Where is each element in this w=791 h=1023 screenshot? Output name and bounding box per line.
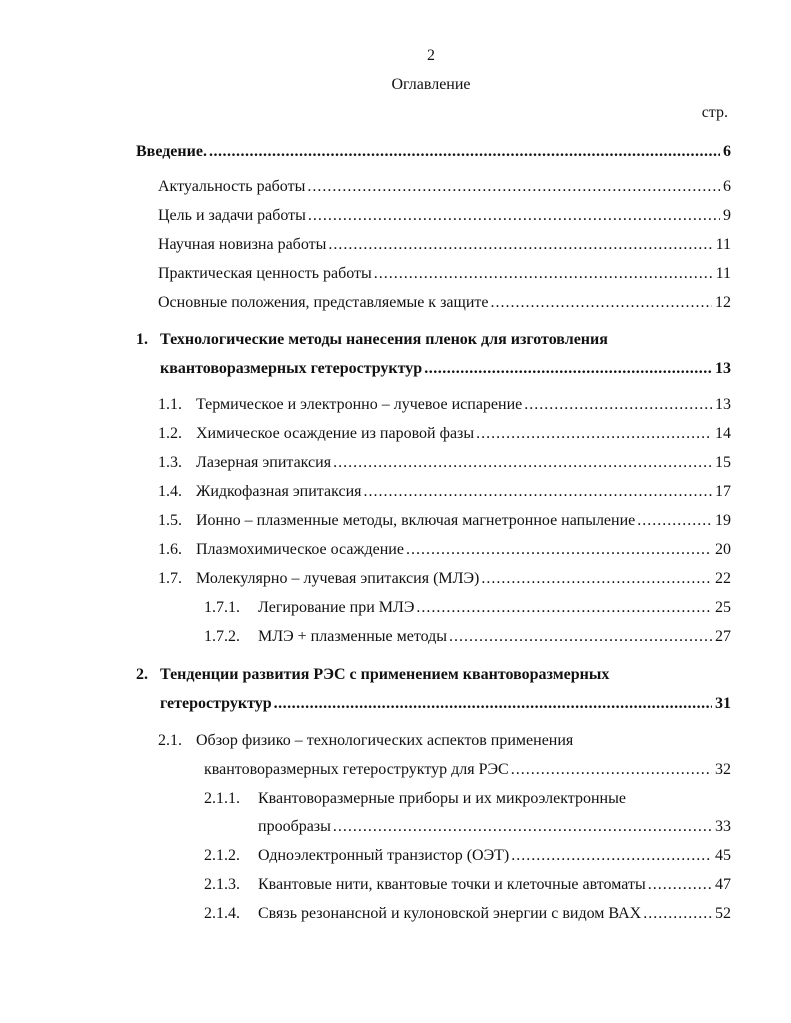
toc-entry xyxy=(204,904,731,924)
dot-leader xyxy=(364,482,713,502)
dot-leader xyxy=(648,875,712,895)
dot-leader xyxy=(637,511,712,531)
toc-entry-title: Цель и задачи работы xyxy=(158,207,306,224)
dot-leader xyxy=(333,817,712,837)
toc-entry-number: 2.1.1. xyxy=(204,790,240,807)
dot-leader xyxy=(209,142,720,162)
toc-entry xyxy=(204,875,731,895)
dot-leader xyxy=(406,540,712,560)
toc-entry-number: 2.1. xyxy=(158,732,182,749)
toc-entry xyxy=(158,540,731,560)
dot-leader xyxy=(333,453,712,473)
toc-entry-title: Химическое осаждение из паровой фазы xyxy=(196,425,475,442)
toc-entry-title: Молекулярно – лучевая эпитаксия (МЛЭ) xyxy=(196,570,480,587)
toc-entry-title: Актуальность работы xyxy=(158,178,306,195)
toc-entry-page: 22 xyxy=(715,570,731,587)
toc-entry-page: 45 xyxy=(715,847,731,864)
toc-entry-title: Обзор физико – технологических аспектов применения xyxy=(196,732,574,749)
toc-entry-title: гетероструктур xyxy=(160,695,272,712)
toc-entry-page: 11 xyxy=(715,265,731,282)
toc-entry xyxy=(136,142,731,162)
toc-entry-page: 12 xyxy=(715,294,731,311)
toc-entry xyxy=(158,731,573,751)
toc-entry-title: Связь резонансной и кулоновской энергии с видом ВАХ xyxy=(258,905,642,922)
toc-entry xyxy=(158,453,731,473)
dot-leader xyxy=(524,395,712,415)
toc-entry-page: 27 xyxy=(715,628,731,645)
toc-entry-number: 1.2. xyxy=(158,425,182,442)
toc-entry xyxy=(204,598,731,618)
toc-entry-page: 32 xyxy=(715,761,731,778)
toc-entry-title: квантоворазмерных гетероструктур xyxy=(160,360,423,377)
dot-leader xyxy=(274,694,712,714)
toc-entry-page: 52 xyxy=(715,905,731,922)
page-title: Оглавление xyxy=(391,76,471,93)
toc-entry xyxy=(158,264,731,284)
toc-entry xyxy=(158,395,731,415)
toc-entry-title: Введение. xyxy=(136,143,207,160)
dot-leader xyxy=(374,264,713,284)
toc-entry-page: 17 xyxy=(715,483,731,500)
dot-leader xyxy=(307,177,720,197)
toc-entry-title: Практическая ценность работы xyxy=(158,265,372,282)
toc-entry-number: 1.3. xyxy=(158,454,182,471)
toc-entry-number: 1.7.2. xyxy=(204,628,240,645)
toc-entry-page: 33 xyxy=(715,818,731,835)
toc-entry-number: 1.5. xyxy=(158,512,182,529)
toc-entry xyxy=(158,177,731,197)
toc-entry xyxy=(160,359,731,379)
toc-entry xyxy=(204,846,731,866)
toc-entry-title: Термическое и электронно – лучевое испарение xyxy=(196,396,523,413)
dot-leader xyxy=(416,598,712,618)
toc-entry-page: 13 xyxy=(715,396,731,413)
toc-entry xyxy=(204,627,731,647)
toc-entry xyxy=(158,235,731,255)
toc-entry-page: 6 xyxy=(723,143,731,160)
toc-entry-number: 2.1.4. xyxy=(204,905,240,922)
toc-entry-page: 25 xyxy=(715,599,731,616)
toc-entry-title: Основные положения, представляемые к защите xyxy=(158,294,489,311)
toc-entry-page: 31 xyxy=(715,695,731,712)
toc-entry xyxy=(158,206,731,226)
toc-entry xyxy=(204,760,731,780)
toc-entry-page: 47 xyxy=(715,876,731,893)
dot-leader xyxy=(424,359,712,379)
toc-entry-title: Плазмохимическое осаждение xyxy=(196,541,404,558)
toc-entry-title: Тенденции развития РЭС с применением квантоворазмерных xyxy=(160,666,610,683)
toc-entry xyxy=(136,665,609,685)
toc-entry xyxy=(158,511,731,531)
toc-entry-number: 1. xyxy=(136,331,148,348)
toc-entry-title: квантоворазмерных гетероструктур для РЭС xyxy=(204,761,509,778)
dot-leader xyxy=(511,760,712,780)
toc-entry xyxy=(136,330,608,350)
toc-entry-title: Жидкофазная эпитаксия xyxy=(196,483,362,500)
toc-entry-title: Квантовые нити, квантовые точки и клеточные автоматы xyxy=(258,876,646,893)
toc-entry-page: 15 xyxy=(715,454,731,471)
dot-leader xyxy=(481,569,712,589)
toc-entry-title: Научная новизна работы xyxy=(158,236,327,253)
toc-entry xyxy=(158,482,731,502)
toc-entry-title: Ионно – плазменные методы, включая магнетронное напыление xyxy=(196,512,636,529)
toc-entry xyxy=(258,817,731,837)
page-number: 2 xyxy=(427,47,435,64)
toc-entry xyxy=(160,694,731,714)
page-column-label: стр. xyxy=(701,104,728,121)
toc-entry-number: 1.1. xyxy=(158,396,182,413)
toc-entry-page: 13 xyxy=(715,360,731,377)
toc-entry-number: 2.1.3. xyxy=(204,876,240,893)
dot-leader xyxy=(643,904,712,924)
toc-entry-number: 1.6. xyxy=(158,541,182,558)
toc-entry-page: 19 xyxy=(715,512,731,529)
toc-entry-title: Лазерная эпитаксия xyxy=(196,454,332,471)
toc-entry-number: 2.1.2. xyxy=(204,847,240,864)
toc-entry xyxy=(158,293,731,313)
toc-entry-title: Легирование при МЛЭ xyxy=(258,599,415,616)
toc-entry-number: 1.4. xyxy=(158,483,182,500)
toc-entry xyxy=(204,789,626,809)
toc-entry-title: Квантоворазмерные приборы и их микроэлектронные xyxy=(258,790,626,807)
dot-leader xyxy=(449,627,712,647)
toc-entry xyxy=(158,569,731,589)
toc-entry-page: 20 xyxy=(715,541,731,558)
toc-entry-title: Одноэлектронный транзистор (ОЭТ) xyxy=(258,847,510,864)
toc-entry xyxy=(158,424,731,444)
toc-entry-page: 11 xyxy=(715,236,731,253)
dot-leader xyxy=(490,293,712,313)
dot-leader xyxy=(476,424,712,444)
toc-entry-page: 6 xyxy=(723,178,731,195)
toc-entry-title: Технологические методы нанесения пленок для изготовления xyxy=(160,331,608,348)
toc-entry-title: МЛЭ + плазменные методы xyxy=(258,628,448,645)
toc-entry-page: 9 xyxy=(723,207,731,224)
toc-entry-number: 2. xyxy=(136,666,148,683)
dot-leader xyxy=(328,235,712,255)
toc-entry-number: 1.7. xyxy=(158,570,182,587)
toc-entry-number: 1.7.1. xyxy=(204,599,240,616)
dot-leader xyxy=(511,846,712,866)
dot-leader xyxy=(308,206,720,226)
toc-entry-title: прообразы xyxy=(258,818,331,835)
toc-entry-page: 14 xyxy=(715,425,731,442)
